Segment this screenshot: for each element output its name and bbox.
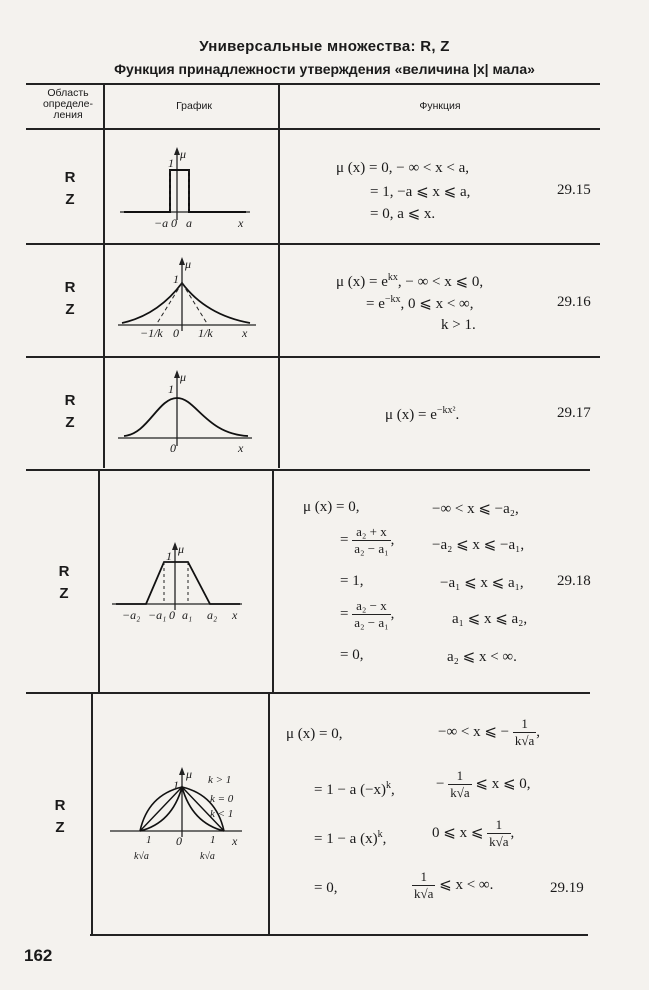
a2-label: a₂ xyxy=(207,608,218,622)
row-rule xyxy=(26,692,590,694)
one-label: 1 xyxy=(173,272,179,286)
equation-number: 29.15 xyxy=(557,182,591,198)
page-number: 162 xyxy=(24,946,53,965)
formula-line: = $\frac{\text{a₂ − x}}{\text{a₂ − a₁}}$ , xyxy=(340,598,395,630)
equation-number: 29.17 xyxy=(557,405,591,421)
domain-cell: R Z xyxy=(58,563,70,602)
mu-label: μ xyxy=(178,542,185,556)
formula-line: = 1 − a $(x)^k$, xyxy=(314,829,387,847)
x-label: x xyxy=(232,608,238,622)
formula-line: −a₁ ⩽ x ⩽ a₁, xyxy=(440,575,524,591)
pos-label: 1/k xyxy=(198,326,213,340)
k-lt-label: k < 1 xyxy=(210,808,234,820)
one-label: 1 xyxy=(166,549,172,563)
domain-cell: R Z xyxy=(64,169,76,208)
formula-line: = $e^{-kx}$, 0 ⩽ x < ∞, xyxy=(366,294,474,312)
formula-line: $\frac{1}{k√a}$ ⩽ x < ∞. xyxy=(414,869,494,901)
row-rule xyxy=(26,356,600,358)
x-label: x xyxy=(238,441,244,455)
neg-a1-label: −a₁ xyxy=(148,608,167,622)
formula-line: = 0, a ⩽ x. xyxy=(370,206,436,222)
formula-line: = $\frac{\text{a₂ + x}}{\text{a₂ − a₁}}$ , xyxy=(340,524,395,556)
x-label: x xyxy=(238,216,244,230)
domain-cell: R Z xyxy=(64,392,76,431)
mu-label: μ xyxy=(180,370,187,384)
equation-number: 29.19 xyxy=(550,880,584,896)
graph-29-16 xyxy=(118,255,268,350)
a1-label: a₁ xyxy=(182,608,193,622)
a-label: a xyxy=(186,216,192,230)
zero-label: 0 xyxy=(176,834,182,848)
domain-cell: R Z xyxy=(54,797,66,836)
pos-root-label: k√a xyxy=(200,851,215,862)
graph-29-15 xyxy=(120,145,260,235)
equation-number: 29.16 xyxy=(557,294,591,310)
mu-label: μ xyxy=(185,257,192,271)
one-label: 1 xyxy=(168,156,174,170)
formula-line: −∞ < x ⩽ −a₂, xyxy=(432,501,519,517)
neg-root-label: k√a xyxy=(134,851,149,862)
column-divider xyxy=(103,83,105,468)
formula-line: a₁ ⩽ x ⩽ a₂, xyxy=(452,611,528,627)
row-rule xyxy=(26,243,600,245)
formula-line: a₂ ⩽ x < ∞. xyxy=(447,649,517,665)
column-header-graph: График xyxy=(176,100,212,112)
neg-label: −1/k xyxy=(140,326,163,340)
header-rule xyxy=(26,128,600,130)
formula-line: = 0, xyxy=(314,880,338,896)
formula-line: μ (x) = 0, xyxy=(303,499,360,515)
zero-label: 0 xyxy=(173,326,179,340)
pos-one-label: 1 xyxy=(210,834,216,846)
mu-label: μ xyxy=(180,147,187,161)
page-subtitle: Функция принадлежности утверждения «величина |x| мала» xyxy=(114,61,535,77)
x-label: x xyxy=(232,834,238,848)
zero-label: 0 xyxy=(169,608,175,622)
zero-label: 0 xyxy=(171,216,177,230)
x-label: x xyxy=(242,326,248,340)
neg-a-label: −a xyxy=(154,216,169,230)
formula-line: − $\frac{1}{k√a}$ ⩽ x ⩽ 0, xyxy=(436,768,531,800)
column-divider xyxy=(278,83,280,468)
table-top-rule xyxy=(26,83,600,85)
formula-line: μ $(x) = e^{-kx^2}$. xyxy=(385,405,460,423)
formula-line: k > 1. xyxy=(441,317,476,333)
formula-line: = 0, xyxy=(340,647,364,663)
formula-line: 0 ⩽ x ⩽ $\frac{1}{k√a}$ , xyxy=(432,817,515,849)
formula-line: μ $(x) = e^{kx}$, − ∞ < x ⩽ 0, xyxy=(336,272,484,290)
column-header-function: Функция xyxy=(419,100,461,112)
graph-29-17 xyxy=(118,368,263,458)
column-divider xyxy=(268,694,270,934)
formula-line: −a₂ ⩽ x ⩽ −a₁, xyxy=(432,537,525,553)
formula-line: μ (x) = 0, − ∞ < x < a, xyxy=(336,160,469,176)
mu-label: μ xyxy=(186,767,193,781)
neg-a2-label: −a₂ xyxy=(122,608,141,622)
one-label: 1 xyxy=(173,778,179,792)
k-eq-label: k = 0 xyxy=(210,793,234,805)
domain-cell: R Z xyxy=(64,279,76,318)
neg-one-label: 1 xyxy=(146,834,152,846)
formula-line: = 1, xyxy=(340,573,364,589)
graph-29-18 xyxy=(112,540,252,630)
page-title: Универсальные множества: R, Z xyxy=(199,38,450,55)
column-header-domain: Область определе- ления xyxy=(42,87,94,121)
table-bottom-rule xyxy=(90,934,588,936)
row-rule xyxy=(26,469,590,471)
column-divider xyxy=(91,694,93,934)
zero-label: 0 xyxy=(170,441,176,455)
formula-line: μ (x) = 0, xyxy=(286,726,343,742)
formula-line: = 1 − a $(-x)^k$, xyxy=(314,780,395,798)
one-label: 1 xyxy=(168,382,174,396)
formula-line: = 1, −a ⩽ x ⩽ a, xyxy=(370,184,471,200)
graph-29-19 xyxy=(110,765,260,875)
equation-number: 29.18 xyxy=(557,573,591,589)
column-divider xyxy=(272,470,274,692)
formula-line: −∞ < x ⩽ − $\frac{1}{k√a}$ , xyxy=(438,716,541,748)
column-divider xyxy=(98,470,100,692)
k-gt-label: k > 1 xyxy=(208,774,232,786)
